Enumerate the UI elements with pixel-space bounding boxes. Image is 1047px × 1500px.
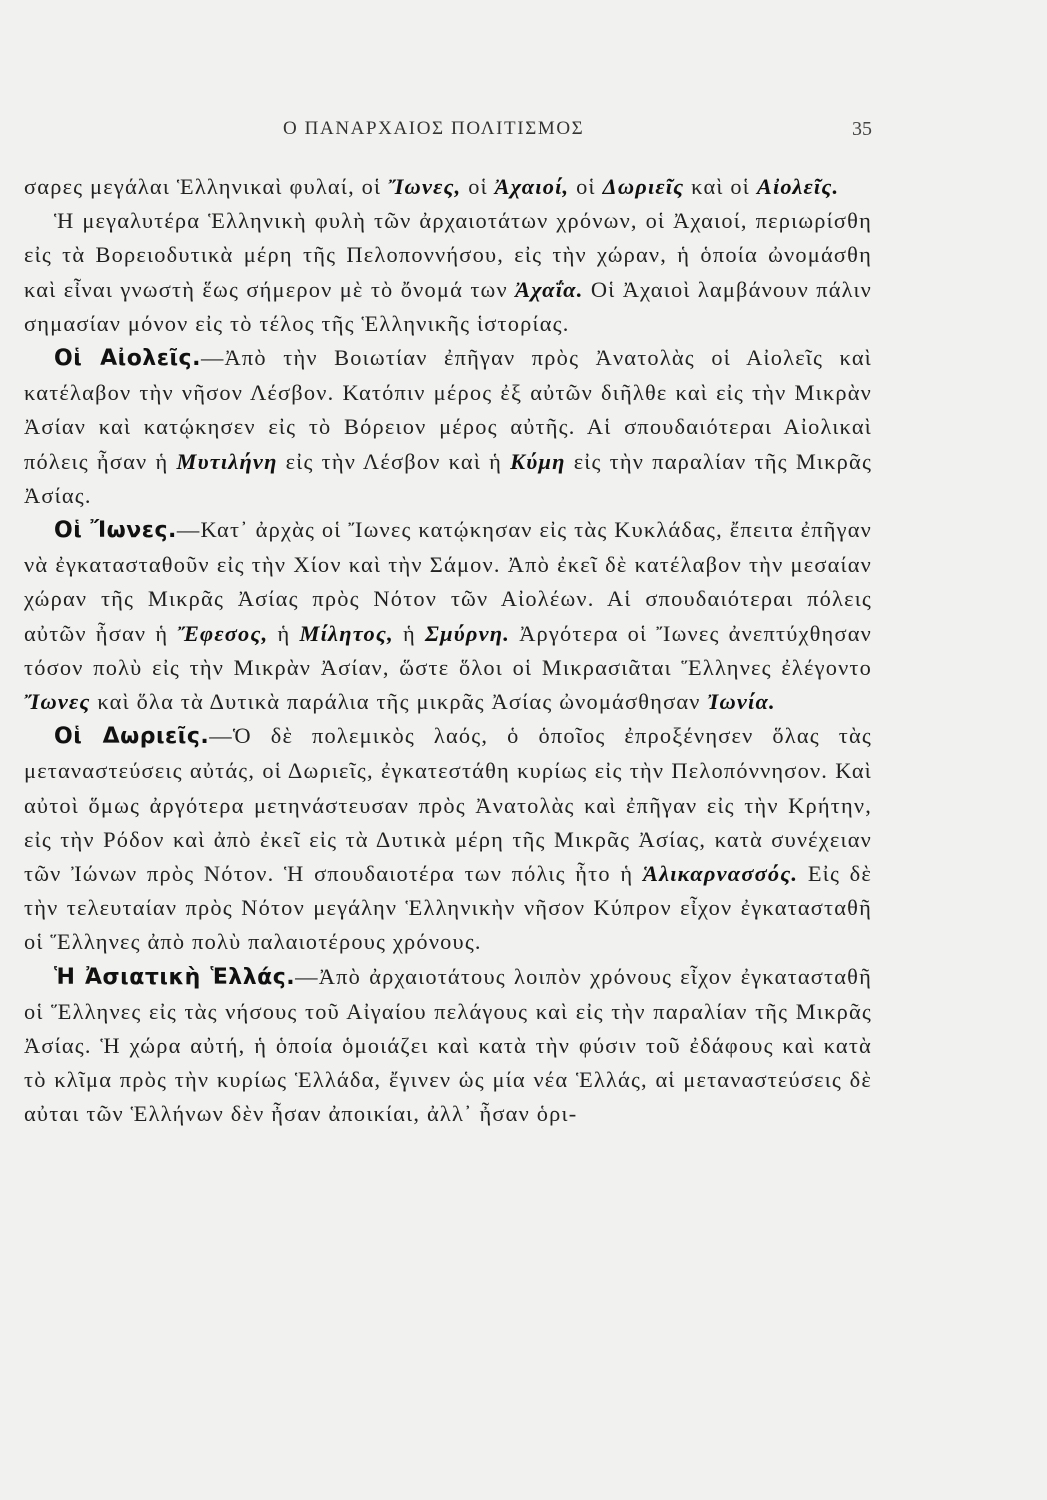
emphasis-achaia: Ἀχαΐα.	[515, 276, 584, 302]
emphasis-aeolians: Αἰολεῖς.	[756, 174, 840, 199]
text: καὶ ὅλα τὰ Δυτικὰ παράλια τῆς μικρᾶς Ἀσίας ὠνομάσθησαν	[90, 689, 708, 715]
paragraph-1	[24, 170, 872, 204]
page-number: 35	[852, 118, 872, 140]
section-heading-aeolians: Οἱ Αἰολεῖς.	[54, 346, 201, 372]
emphasis-mytilene: Μυτιλήνη	[176, 448, 278, 474]
paragraph-aeolians	[24, 341, 872, 513]
text: εἰς τὴν Λέσβον καὶ ἡ	[277, 448, 511, 474]
text: εἰς τὴν παραλίαν τῆς Μικρᾶς Ἀσίας.	[24, 448, 873, 508]
text: —Κατ᾽ ἀρχὰς οἱ Ἴωνες κατῴκησαν εἰς τὰς Κυκλάδας, ἔπειτα ἐπῆγαν νὰ ἐγκατασταθοῦν εἰς τὴν Χίον καὶ τὴν Σάμον. Ἀπὸ ἐκεῖ δὲ κατέλαβον τὴν μεσαίαν χώραν τῆς Μικρᾶς Ἀσίας πρὸς Νότον τῶν Αἰολέων. Αἱ σπουδαιότεραι πόλεις αὐτῶν ἦσαν ἡ	[24, 517, 872, 646]
emphasis-dorians: Δωριεῖς	[602, 174, 685, 199]
paragraph-asiatic-hellas	[24, 960, 872, 1132]
paragraph-dorians	[24, 719, 872, 959]
text: σαρες μεγάλαι Ἑλληνικαὶ φυλαί, οἱ	[24, 174, 389, 199]
text: καὶ οἱ	[684, 174, 757, 199]
section-heading-dorians: Οἱ Δωριεῖς.	[54, 724, 210, 750]
text: οἱ	[569, 174, 603, 199]
text: ἡ	[268, 620, 300, 646]
paragraph-2	[24, 204, 872, 341]
text: —Ἀπὸ τὴν Βοιωτίαν ἐπῆγαν πρὸς Ἀνατολὰς οἱ Αἰολεῖς καὶ κατέλαβον τὴν νῆσον Λέσβον. Κατόπιν μέρος ἐξ αὐτῶν διῆλθε καὶ εἰς τὴν Μικρὰν Ἀσίαν καὶ κατῴκησεν εἰς τὸ Βόρειον μέρος αὐτῆς. Αἱ σπουδαιότεραι Αἰολικαὶ πόλεις ἦσαν ἡ	[24, 345, 872, 474]
emphasis-ionians-2: Ἴωνες	[24, 689, 91, 715]
text: ἡ	[393, 620, 426, 646]
section-heading-asiatic-hellas: Ἡ Ἀσιατικὴ Ἑλλάς.	[54, 964, 296, 990]
emphasis-ionians: Ἴωνες,	[388, 174, 462, 199]
text: Εἰς δὲ τὴν τελευταίαν πρὸς Νότον μεγάλην Ἑλληνικὴν νῆσον Κύπρον εἶχον ἐγκατασταθῆ οἱ Ἕλληνες ἀπὸ πολὺ παλαιοτέρους χρόνους.	[24, 861, 873, 955]
text: Οἱ Ἀχαιοὶ λαμβάνουν πάλιν σημασίαν μόνον εἰς τὸ τέλος τῆς Ἑλληνικῆς ἱστορίας.	[24, 276, 872, 336]
page-header	[0, 118, 1047, 148]
paragraph-ionians	[24, 513, 872, 719]
text: —Ὁ δὲ πολεμικὸς λαός, ὁ ὁποῖος ἐπροξένησεν ὅλας τὰς μεταναστεύσεις αὐτάς, οἱ Δωριεῖς, ἐγκατεστάθη κυρίως εἰς τὴν Πελοπόννησον. Καὶ αὐτοὶ ὅμως ἀργότερα μετηνάστευσαν πρὸς Ἀνατολὰς καὶ ἐπῆγαν εἰς τὴν Κρήτην, εἰς τὴν Ρόδον καὶ ἀπὸ ἐκεῖ εἰς τὰ Δυτικὰ μέρη τῆς Μικρᾶς Ἀσίας, κατὰ συνέχειαν τῶν Ἰώνων πρὸς Νότον. Ἡ σπουδαιοτέρα των πόλις ἦτο ἡ	[24, 723, 873, 887]
text: Ἀργότερα οἱ Ἴωνες ἀνεπτύχθησαν τόσον πολὺ εἰς τὴν Μικρὰν Ἀσίαν, ὥστε ὅλοι οἱ Μικρασιᾶται Ἕλληνες ἐλέγοντο	[24, 620, 872, 680]
section-heading-ionians: Οἱ Ἴωνες.	[54, 518, 177, 544]
emphasis-achaeans: Ἀχαιοί,	[494, 174, 570, 199]
emphasis-ionia: Ἰωνία.	[707, 689, 776, 715]
emphasis-smyrna: Σμύρνη.	[425, 620, 511, 646]
body-text	[24, 170, 872, 1132]
text: Ἡ μεγαλυτέρα Ἑλληνικὴ φυλὴ τῶν ἀρχαιοτάτων χρόνων, οἱ Ἀχαιοί, περιωρίσθη εἰς τὰ Βορειοδυτικὰ μέρη τῆς Πελοποννήσου, εἰς τὴν χώραν, ἡ ὁποία ὠνομάσθη καὶ εἶναι γνωστὴ ἕως σήμερον μὲ τὸ ὄνομά των	[24, 208, 872, 302]
text: οἱ	[461, 174, 495, 199]
emphasis-kyme: Κύμη	[510, 448, 566, 474]
running-title: Ο ΠΑΝΑΡΧΑΙΟΣ ΠΟΛΙΤΙΣΜΟΣ	[283, 118, 585, 139]
emphasis-miletus: Μίλητος,	[299, 620, 394, 646]
emphasis-halicarnassus: Ἁλικαρνασσός.	[642, 861, 799, 887]
text: —Ἀπὸ ἀρχαιοτάτους λοιπὸν χρόνους εἶχον ἐγκατασταθῆ οἱ Ἕλληνες εἰς τὰς νήσους τοῦ Αἰγαίου πελάγους καὶ εἰς τὴν παραλίαν τῆς Μικρᾶς Ἀσίας. Ἡ χώρα αὐτή, ἡ ὁποία ὁμοιάζει καὶ κατὰ τὴν φύσιν τοῦ ἐδάφους καὶ κατὰ τὸ κλῖμα πρὸς τὴν κυρίως Ἑλλάδα, ἔγινεν ὡς μία νέα Ἑλλάς, αἱ μεταναστεύσεις δὲ αὐται τῶν Ἑλλήνων δὲν ἦσαν ἀποικίαι, ἀλλ᾽ ἦσαν ὁρι-	[24, 963, 872, 1127]
emphasis-ephesus: Ἔφεσος,	[177, 620, 269, 646]
